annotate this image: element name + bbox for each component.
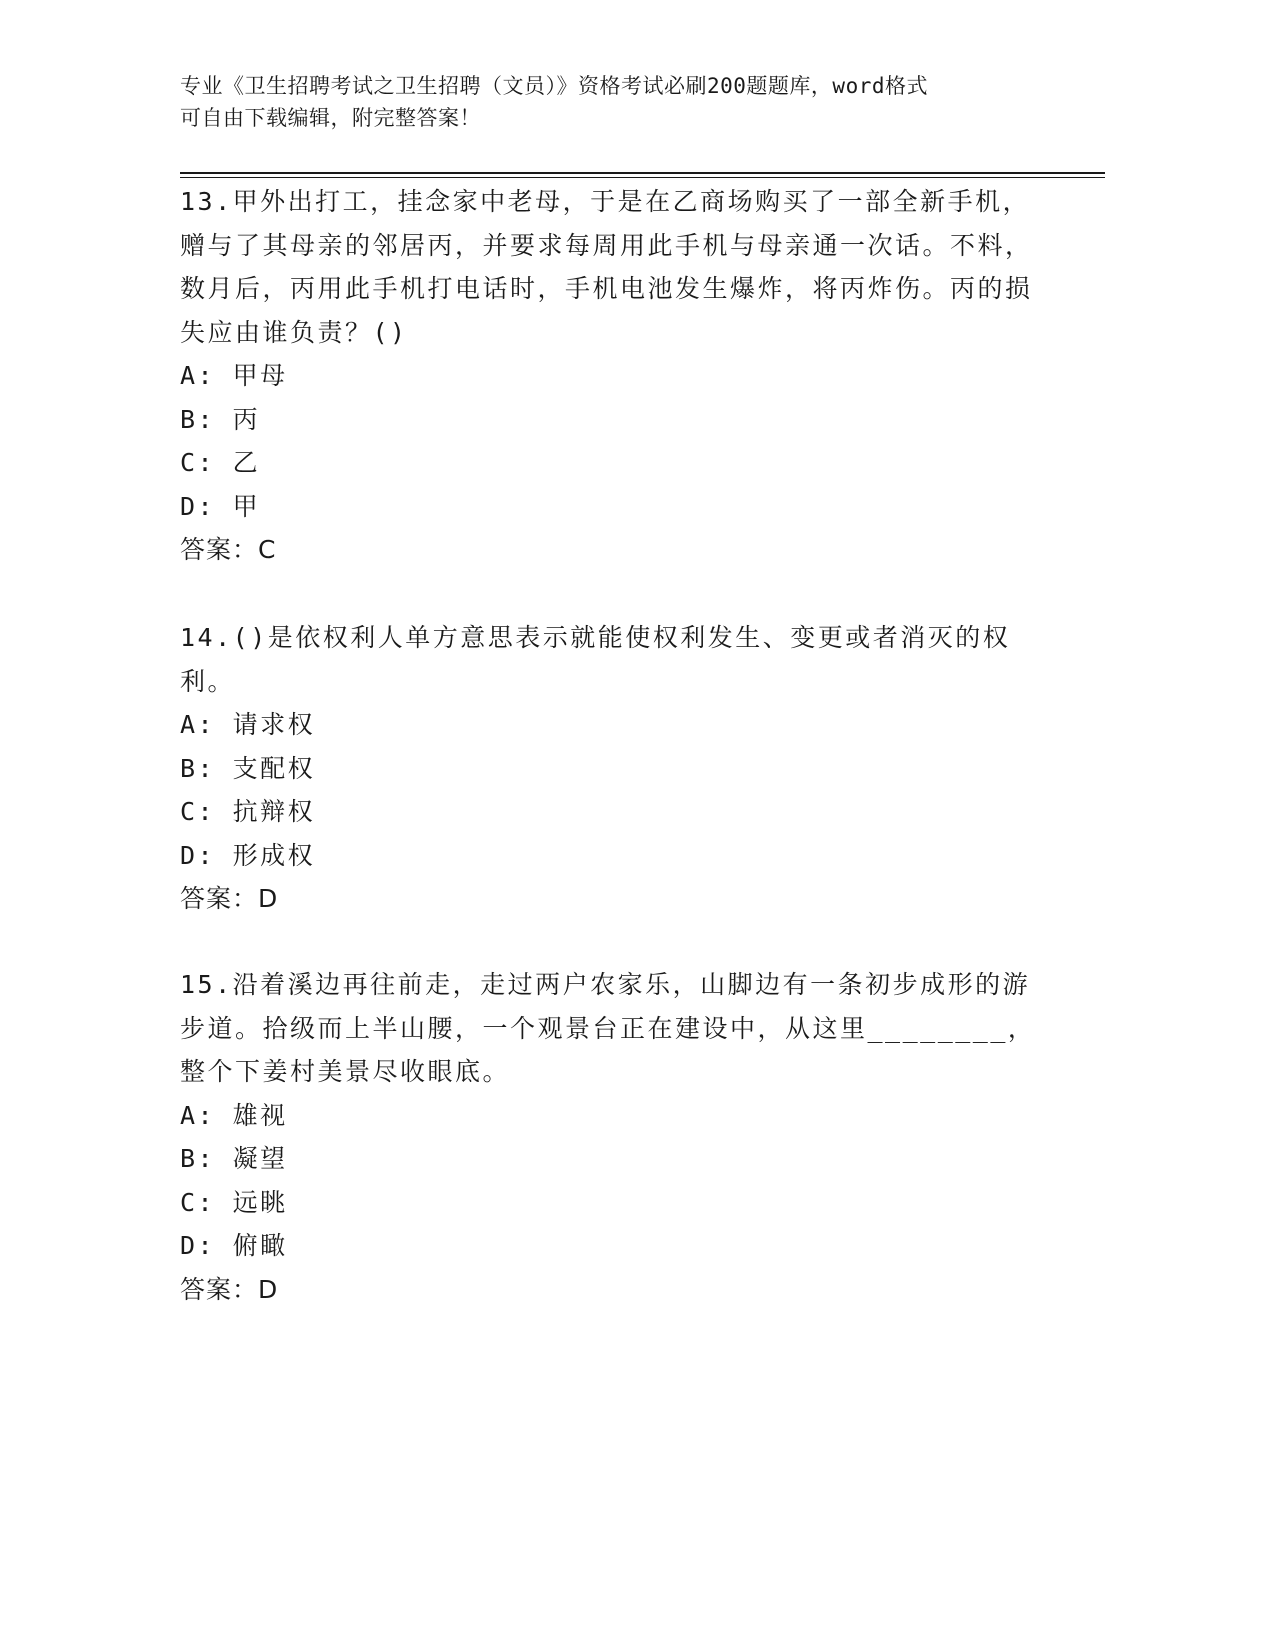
- question-14: [180, 616, 1040, 921]
- option-c: C: 抗辩权: [180, 797, 316, 826]
- option-d: D: 俯瞰: [180, 1231, 288, 1260]
- header-divider-thick: [180, 172, 1105, 174]
- option-c: C: 乙: [180, 448, 261, 477]
- question-text: 15.沿着溪边再往前走，走过两户农家乐，山脚边有一条初步成形的游步道。拾级而上半山腰，一个观景台正在建设中，从这里________，整个下姜村美景尽收眼底。: [180, 970, 1036, 1086]
- document-header: 专业《卫生招聘考试之卫生招聘（文员）》资格考试必刷200题题库，word格式 可自由下载编辑，附完整答案！: [180, 74, 928, 130]
- option-b: B: 支配权: [180, 753, 316, 783]
- option-b: B: 凝望: [180, 1144, 288, 1173]
- answer: 答案：C: [180, 535, 277, 564]
- option-b: B: 丙: [180, 404, 261, 434]
- option-d: D: 甲: [180, 491, 261, 521]
- option-a: A: 甲母: [180, 361, 288, 390]
- question-text: 13.甲外出打工，挂念家中老母，于是在乙商场购买了一部全新手机，赠与了其母亲的邻居丙，并要求每周用此手机与母亲通一次话。不料，数月后，丙用此手机打电话时，手机电池发生爆炸，将丙炸伤。丙的损失应由谁负责？(): [180, 187, 1033, 347]
- header-divider-thin: [180, 177, 1105, 178]
- question-text: 14.()是依权利人单方意思表示就能使权利发生、变更或者消灭的权利。: [180, 623, 1011, 696]
- option-a: A: 雄视: [180, 1100, 288, 1130]
- answer: 答案：D: [180, 884, 279, 913]
- option-a: A: 请求权: [180, 710, 316, 739]
- answer: 答案：D: [180, 1274, 279, 1304]
- question-13: [180, 180, 1040, 572]
- question-15: [180, 963, 1040, 1311]
- option-c: C: 远眺: [180, 1187, 288, 1217]
- option-d: D: 形成权: [180, 840, 316, 870]
